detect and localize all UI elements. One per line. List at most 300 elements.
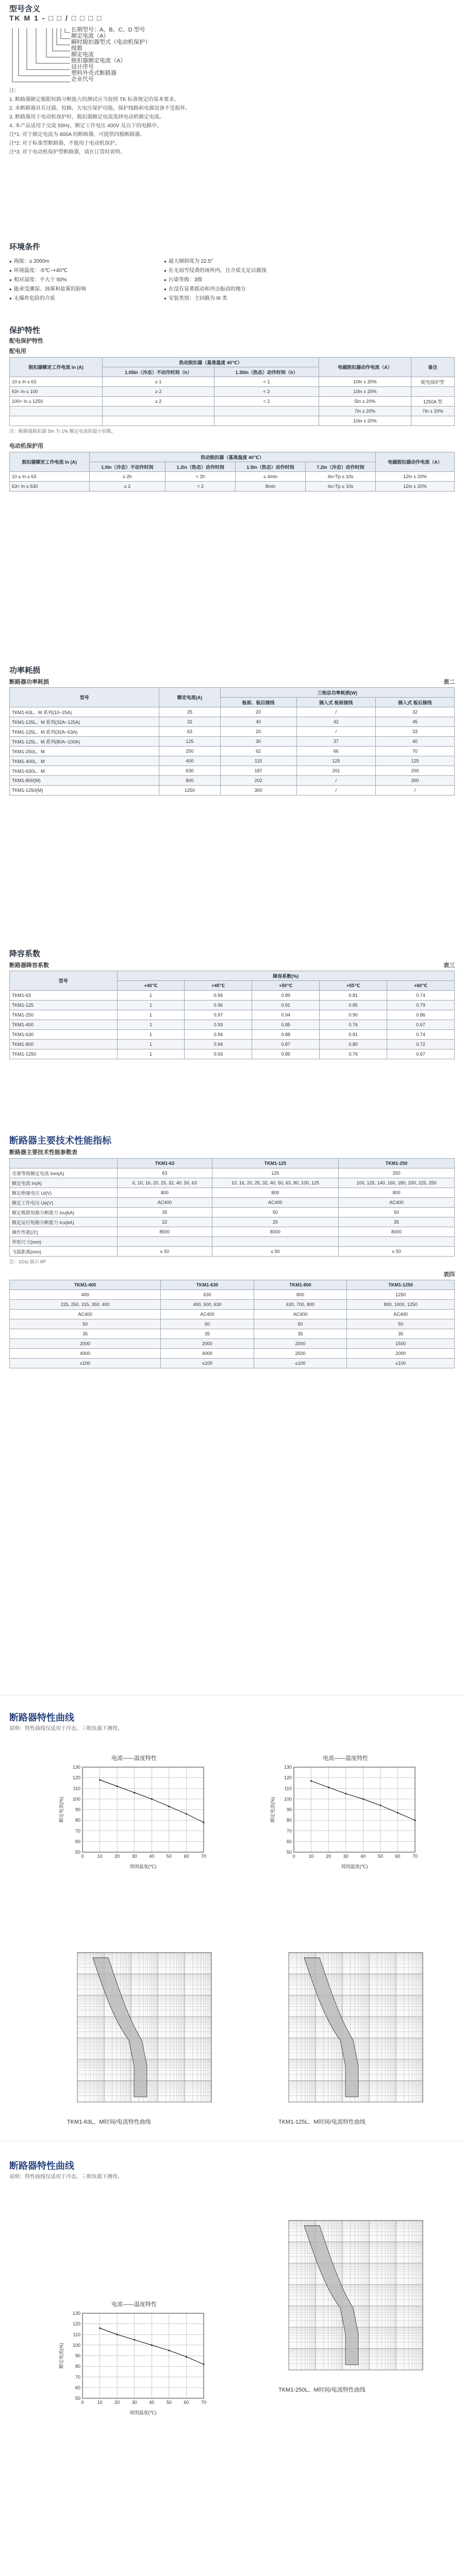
- env-item: ● 海拔：≤ 2000m: [9, 257, 164, 264]
- chart-title: 电流——温度特性: [111, 1755, 157, 1761]
- table-row: [10, 756, 455, 766]
- table-cell: 63< In ≤ 630: [10, 482, 90, 492]
- env-item: ● 环境温度：-5℃~+40℃: [9, 266, 164, 274]
- model-item: 设计序号: [71, 64, 94, 70]
- table-header: 1.5In（热态）动作时间: [236, 462, 306, 472]
- row-label: 额定绝缘电压 Ui(V): [10, 1188, 118, 1198]
- power-loss-section: [0, 665, 464, 795]
- table-row: [10, 1030, 455, 1040]
- curve-caption: TKM1-250L、M时间/电流特性曲线: [278, 2387, 366, 2393]
- table-cell: 0.85: [252, 1049, 320, 1059]
- table-cell: 35: [161, 1329, 254, 1339]
- y-tick-label: 60: [286, 1839, 292, 1844]
- x-tick-label: 10: [97, 2400, 103, 2405]
- y-tick-label: 90: [75, 1807, 80, 1812]
- table-row: [10, 776, 455, 786]
- table-row: [10, 1329, 455, 1339]
- table-cell: 0.94: [185, 1030, 252, 1040]
- env-item: ● 无爆炸危险的介质: [9, 294, 164, 301]
- data-point: [379, 1805, 381, 1806]
- curves-section-1: [0, 1710, 464, 1732]
- table-cell: ≥ 2: [103, 387, 214, 397]
- table-cell: 63: [159, 727, 220, 737]
- chart-title: 电流——温度特性: [323, 1755, 368, 1761]
- main-tech-title: 断路器主要技术性能指标: [9, 1136, 111, 1146]
- table-cell: 10In ± 20%: [319, 377, 411, 387]
- table-header: 板前、板后接线: [220, 698, 296, 707]
- curves-title: 断路器特性曲线: [9, 2161, 74, 2171]
- table-cell: 12In ± 20%: [375, 472, 454, 482]
- table-cell: 62: [220, 747, 296, 756]
- table-header: +40℃: [117, 981, 185, 991]
- table-cell: TKM1-125L、M 系列(80A~100A): [10, 737, 159, 747]
- table-cell: 10 ≤ In ≤ 63: [10, 472, 90, 482]
- time-current-curve-chart: [57, 1947, 222, 2112]
- temp-current-chart: [57, 1752, 211, 1870]
- row-label: 外形尺寸(mm): [10, 1237, 118, 1247]
- data-point: [310, 1780, 312, 1782]
- table-header: 热动脱扣器（基准温度 40℃）: [103, 358, 319, 367]
- table-cell: 1: [117, 1020, 185, 1030]
- table-cell: 50: [10, 1319, 161, 1329]
- table-header: 型号: [10, 971, 118, 991]
- table-cell: < 2h: [165, 472, 236, 482]
- table-row: [10, 717, 455, 727]
- table-cell: 32: [159, 717, 220, 727]
- table-header: 备注: [411, 358, 454, 377]
- table-row: [10, 727, 455, 737]
- table-cell: 0.97: [185, 1010, 252, 1020]
- table-row: [10, 387, 455, 397]
- data-point: [99, 2327, 101, 2329]
- table-cell: 37: [296, 737, 375, 747]
- table-row: [10, 766, 455, 776]
- table-cell: TKM1-250: [10, 1010, 118, 1020]
- table-header: TKM1-250: [339, 1159, 455, 1168]
- y-tick-label: 80: [75, 2364, 80, 2369]
- row-label: 额定工作电压 Ue(V): [10, 1198, 118, 1208]
- y-tick-label: 100: [284, 1796, 292, 1802]
- table-cell: 22: [118, 1217, 212, 1227]
- data-point: [168, 2350, 170, 2351]
- note-line: 注*1: 对于额定电流为 800A 的断路器，可提供四极断路器。: [9, 132, 145, 138]
- table-cell: 0.90: [320, 1010, 387, 1020]
- x-axis-label: 周围温度(℃): [129, 2410, 157, 2415]
- table-cell: 35: [118, 1208, 212, 1217]
- protection-table-1: [9, 357, 455, 426]
- x-tick-label: 60: [184, 2400, 189, 2405]
- table-cell: 800: [118, 1188, 212, 1198]
- table-cell: 10 ≤ In ≤ 63: [10, 377, 103, 387]
- row-label: 额定电流 In(A): [10, 1178, 118, 1188]
- data-point: [168, 1806, 170, 1807]
- table-row: [10, 747, 455, 756]
- data-point: [151, 1798, 153, 1800]
- table-cell: [118, 1237, 212, 1247]
- temp-chart-3: [57, 2298, 211, 2418]
- table-cell: [103, 406, 214, 416]
- x-tick-label: 60: [395, 1854, 401, 1859]
- table-cell: 8000: [212, 1227, 338, 1237]
- table-header: 额定电流(A): [159, 688, 220, 707]
- environment-col-1: [9, 255, 164, 303]
- table-header: 7.2In（冷态）动作时间: [305, 462, 375, 472]
- x-tick-label: 50: [166, 2400, 172, 2405]
- x-tick-label: 40: [149, 2400, 155, 2405]
- table-cell: 225, 250, 315, 350, 400: [10, 1300, 161, 1310]
- table-header: 脱扣器额定工作电流 In (A): [10, 358, 103, 377]
- table-cell: < 2: [214, 387, 319, 397]
- env-item: ● 在无雨雪侵袭的场所内，且介质无足以腐蚀: [164, 266, 422, 274]
- model-definition-section: [0, 3, 464, 157]
- table-cell: 66: [296, 747, 375, 756]
- y-tick-label: 130: [72, 1765, 80, 1770]
- data-point: [328, 1787, 329, 1788]
- table-row: [10, 1290, 455, 1300]
- table-cell: < 2: [214, 397, 319, 406]
- main-tech-section: [0, 1133, 464, 1368]
- table-row: [10, 1168, 455, 1178]
- data-point: [134, 2339, 135, 2341]
- model-item: 额定电流: [71, 52, 94, 58]
- table-cell: AC400: [118, 1198, 212, 1208]
- table-header: TKM1-800: [254, 1280, 347, 1290]
- table-cell: /: [296, 727, 375, 737]
- table-cell: 2000: [254, 1339, 347, 1349]
- table2-label: 电动机保护用: [9, 443, 43, 449]
- table-cell: 10In ± 20%: [319, 387, 411, 397]
- table-cell: /: [296, 707, 375, 717]
- table-row: [10, 1300, 455, 1310]
- table-cell: 10In ± 20%: [319, 416, 411, 426]
- env-item: ● 能承受潮湿、油雾和盐雾的影响: [9, 284, 164, 292]
- y-axis-label: 额定电流(%): [270, 1797, 275, 1823]
- data-point: [151, 2344, 153, 2346]
- power-loss-subtitle: 断路器功率耗损: [9, 679, 49, 685]
- environment-title: 环境条件: [9, 243, 41, 251]
- table-cell: 0.80: [320, 1040, 387, 1049]
- table-cell: 0.87: [252, 1040, 320, 1049]
- power-loss-table: [9, 687, 455, 795]
- table-cell: /: [296, 786, 375, 795]
- protection-section: [0, 325, 464, 492]
- data-point: [415, 1820, 416, 1821]
- curves-title: 断路器特性曲线: [9, 1713, 74, 1723]
- x-tick-label: 20: [114, 2400, 120, 2405]
- table-cell: 7In ± 20%: [319, 406, 411, 416]
- note-line: 注：: [9, 88, 20, 94]
- table-cell: 0.91: [252, 1001, 320, 1010]
- time-current-curve-chart: [268, 1947, 433, 2112]
- table-cell: 115: [220, 756, 296, 766]
- data-point: [186, 2356, 187, 2358]
- table-cell: 50: [161, 1319, 254, 1329]
- table-cell: 40: [375, 737, 454, 747]
- table-cell: 63: [118, 1168, 212, 1178]
- table-cell: < 1: [214, 377, 319, 387]
- y-axis-label: 额定电流(%): [59, 1797, 64, 1823]
- table-cell: 1: [117, 991, 185, 1001]
- temp-chart-1: [57, 1752, 211, 1872]
- table-header: 1.2In（热态）动作时间: [165, 462, 236, 472]
- table-cell: 63< In ≤ 100: [10, 387, 103, 397]
- data-point: [117, 2334, 118, 2335]
- table-cell: 250: [159, 747, 220, 756]
- table-cell: 4s<Tp ≤ 10s: [305, 482, 375, 492]
- table-cell: ≤ 50: [212, 1247, 338, 1257]
- table-cell: 2500: [254, 1349, 347, 1359]
- note-line: 1. 断路器额定极限短路分断能力的测试应当按照 TK 标准规定的基本要求。: [9, 97, 179, 103]
- table-cell: ≥ 2h: [89, 472, 165, 482]
- data-point: [186, 1813, 187, 1815]
- table-cell: 187: [220, 766, 296, 776]
- table-row: [10, 786, 455, 795]
- row-label: 额定极限短路分断能力 Icu(kA): [10, 1208, 118, 1217]
- table-cell: 6, 10, 16, 20, 25, 32, 40, 50, 63: [118, 1178, 212, 1188]
- table-cell: 400: [10, 1290, 161, 1300]
- table-cell: 125: [296, 756, 375, 766]
- table-header: 电磁脱扣器动作电流（A）: [375, 452, 454, 472]
- table-row: [10, 1198, 455, 1208]
- table-cell: AC400: [212, 1198, 338, 1208]
- table-cell: 200: [375, 766, 454, 776]
- table-header: 1.0In（冷态）不动作时间: [89, 462, 165, 472]
- table-cell: [10, 406, 103, 416]
- y-tick-label: 90: [286, 1807, 292, 1812]
- table-cell: 300: [220, 786, 296, 795]
- y-tick-label: 110: [73, 1786, 80, 1791]
- row-label: 操作性能(次): [10, 1227, 118, 1237]
- table-cell: 33: [375, 727, 454, 737]
- model-code: TK M 1 - □ □ / □ □ □ □: [9, 14, 103, 22]
- temp-current-chart: [57, 2298, 211, 2416]
- table-cell: 45: [375, 717, 454, 727]
- table-header: 插入式 板前接线: [296, 698, 375, 707]
- table-cell: 630: [161, 1290, 254, 1300]
- table-cell: 2000: [10, 1339, 161, 1349]
- table-cell: 32: [375, 707, 454, 717]
- table-row: [10, 1217, 455, 1227]
- table-cell: AC400: [161, 1310, 254, 1319]
- table-number: 表三: [443, 962, 455, 969]
- model-item: 长期型号：A、B、C、D 型号: [71, 27, 145, 33]
- table-cell: TKM1-630: [10, 1030, 118, 1040]
- table-cell: /: [296, 776, 375, 786]
- table-cell: 400: [159, 756, 220, 766]
- y-tick-label: 90: [75, 2353, 80, 2359]
- table-row: [10, 1359, 455, 1368]
- table-cell: 0.94: [185, 1040, 252, 1049]
- power-loss-title: 功率耗损: [9, 666, 41, 675]
- table-cell: 0.74: [387, 991, 455, 1001]
- model-item: 级数: [71, 45, 82, 52]
- env-item: ● 安装类别：主回路为 III 类: [164, 294, 422, 301]
- table-cell: 35: [339, 1217, 455, 1227]
- table-cell: 0.94: [252, 1010, 320, 1020]
- table-cell: 1: [117, 1001, 185, 1010]
- table-cell: 2000: [347, 1349, 455, 1359]
- table-cell: 0.93: [185, 1020, 252, 1030]
- table-cell: 50: [254, 1319, 347, 1329]
- y-tick-label: 100: [72, 1796, 80, 1802]
- table-cell: ≤ 4min: [236, 472, 306, 482]
- table-row: [10, 1020, 455, 1030]
- table-cell: 20: [220, 727, 296, 737]
- model-item: 瞬时脱扣器型式（电动机保护）: [71, 39, 151, 45]
- row-label: 飞弧距离(mm): [10, 1247, 118, 1257]
- table1-label: 配电用: [9, 348, 26, 354]
- table-header: 电磁脱扣器动作电流（A）: [319, 358, 411, 377]
- table-cell: 0.96: [185, 1001, 252, 1010]
- table-cell: ≥ 2: [89, 482, 165, 492]
- y-tick-label: 100: [72, 2342, 80, 2348]
- table-cell: AC400: [347, 1310, 455, 1319]
- env-item: ● 污染等级：3级: [164, 275, 422, 283]
- table-cell: 7In ± 20%: [411, 406, 454, 416]
- env-item: ● 相对湿度：不大于 50%: [9, 275, 164, 283]
- main-tech-note: 注：1Cs) 展示 6P: [9, 1259, 46, 1264]
- data-point: [203, 1822, 205, 1823]
- table-cell: 8000: [339, 1227, 455, 1237]
- table-row: [10, 406, 455, 416]
- table-cell: 1250: [159, 786, 220, 795]
- y-tick-label: 120: [284, 1775, 292, 1781]
- table-cell: 0.94: [185, 991, 252, 1001]
- table-cell: 50: [347, 1319, 455, 1329]
- table-cell: ≤ 50: [118, 1247, 212, 1257]
- x-tick-label: 0: [81, 1854, 84, 1859]
- table-header: +60℃: [387, 981, 455, 991]
- table-cell: 50: [212, 1208, 338, 1217]
- table-header: TKM1-400: [10, 1280, 161, 1290]
- model-item: 企业代号: [71, 76, 94, 82]
- table-cell: 40: [220, 717, 296, 727]
- derating-section: [0, 948, 464, 1059]
- table1-note: 注：断路器脱扣器 5In 为 1% 额定电流的最小倍数。: [9, 429, 116, 434]
- y-tick-label: 70: [75, 2374, 80, 2380]
- x-tick-label: 40: [149, 1854, 155, 1859]
- note-line: 3. 断路器用于电动机保护时，脱扣器额定电流选择电动机额定电流。: [9, 114, 165, 120]
- table-row: [10, 1339, 455, 1349]
- table-cell: 35: [254, 1329, 347, 1339]
- y-tick-label: 80: [286, 1818, 292, 1823]
- data-point: [134, 1792, 135, 1793]
- table-cell: TKM1-250L、M: [10, 747, 159, 756]
- table-cell: 1: [117, 1040, 185, 1049]
- table-cell: TKM1-125L、M 系列(32A~125A): [10, 717, 159, 727]
- table-cell: TKM1-1250(M): [10, 786, 159, 795]
- table-cell: 50: [339, 1208, 455, 1217]
- row-label: 壳架等级额定电流 Inm(A): [10, 1168, 118, 1178]
- table-row: [10, 1188, 455, 1198]
- table-cell: 800: [212, 1188, 338, 1198]
- time-current-curve-63: [57, 1947, 222, 2114]
- table-cell: 10, 16, 20, 25, 32, 40, 50, 63, 80, 100, 125: [212, 1178, 338, 1188]
- protection-table-2: [9, 452, 455, 492]
- derating-title: 降容系数: [9, 950, 41, 958]
- table-row: [10, 377, 455, 387]
- y-tick-label: 50: [286, 1850, 292, 1855]
- table-cell: 2000: [161, 1339, 254, 1349]
- table-cell: 800: [254, 1290, 347, 1300]
- table-row: [10, 1040, 455, 1049]
- x-tick-label: 50: [166, 1854, 172, 1859]
- table-cell: 4000: [161, 1349, 254, 1359]
- environment-col-2: [164, 255, 422, 303]
- table-cell: 202: [220, 776, 296, 786]
- table-number: 表四: [443, 1272, 455, 1278]
- table-cell: 0.67: [387, 1020, 455, 1030]
- x-tick-label: 30: [131, 1854, 137, 1859]
- table-cell: 35: [10, 1329, 161, 1339]
- table-cell: 125: [375, 756, 454, 766]
- model-item: 脱扣器额定电流（A）: [71, 58, 126, 64]
- protection-subtitle: 配电保护特性: [9, 338, 43, 344]
- derating-table: [9, 971, 455, 1059]
- table-cell: AC400: [10, 1310, 161, 1319]
- table-cell: TKM1-63L、M 系列(10~25A): [10, 707, 159, 717]
- table-cell: ≤100: [10, 1359, 161, 1368]
- main-tech-subtitle: 断路器主要技术性能参数表: [9, 1149, 77, 1156]
- table-cell: 25: [212, 1217, 338, 1227]
- x-tick-label: 0: [81, 2400, 84, 2405]
- curves-description: 说明：特性曲线仅适用于冷态，三相负载下测得。: [9, 2174, 123, 2180]
- model-tree-lines: [9, 28, 76, 90]
- note-line: 注*3: 对于电动机保护型断路器，请在订货时说明。: [9, 149, 126, 155]
- table-row: [10, 1319, 455, 1329]
- table-cell: [339, 1237, 455, 1247]
- x-tick-label: 50: [377, 1854, 383, 1859]
- data-point: [117, 1786, 118, 1787]
- protection-title: 保护特性: [9, 326, 41, 335]
- table-cell: [212, 1237, 338, 1247]
- y-tick-label: 60: [75, 2385, 80, 2391]
- table-row: [10, 737, 455, 747]
- y-axis-label: 额定电流(%): [59, 2343, 64, 2369]
- table-cell: 8min: [236, 482, 306, 492]
- table-cell: 800, 1000, 1250: [347, 1300, 455, 1310]
- table-row: [10, 1237, 455, 1247]
- table-row: [10, 1049, 455, 1059]
- curve-caption: TKM1-125L、M时间/电流特性曲线: [278, 2119, 366, 2125]
- table-header: TKM1-125: [212, 1159, 338, 1168]
- time-current-curve-125: [268, 1947, 433, 2114]
- table-cell: 630: [159, 766, 220, 776]
- x-axis-label: 周围温度(℃): [341, 1864, 368, 1869]
- y-tick-label: 60: [75, 1839, 80, 1844]
- table-header: 降容系数(%): [117, 971, 454, 981]
- table-cell: < 2: [165, 482, 236, 492]
- table-number: 表二: [443, 679, 455, 685]
- table-cell: TKM1-400: [10, 1020, 118, 1030]
- table-cell: 1250A 型: [411, 397, 454, 406]
- data-point: [99, 1779, 101, 1781]
- table-cell: 0.85: [320, 1001, 387, 1010]
- tech-table-2: [9, 1280, 455, 1368]
- table-header: TKM1-1250: [347, 1280, 455, 1290]
- table-header: TKM1-63: [118, 1159, 212, 1168]
- table-cell: [103, 416, 214, 426]
- y-tick-label: 70: [286, 1828, 292, 1834]
- x-tick-label: 70: [201, 2400, 207, 2405]
- x-tick-label: 30: [343, 1854, 349, 1859]
- table-header: 热动脱扣器（基准温度 40℃）: [89, 452, 375, 462]
- table-cell: ≥ 1: [103, 377, 214, 387]
- x-tick-label: 20: [114, 1854, 120, 1859]
- table-row: [10, 1010, 455, 1020]
- data-point: [203, 2364, 205, 2365]
- x-tick-label: 30: [131, 2400, 137, 2405]
